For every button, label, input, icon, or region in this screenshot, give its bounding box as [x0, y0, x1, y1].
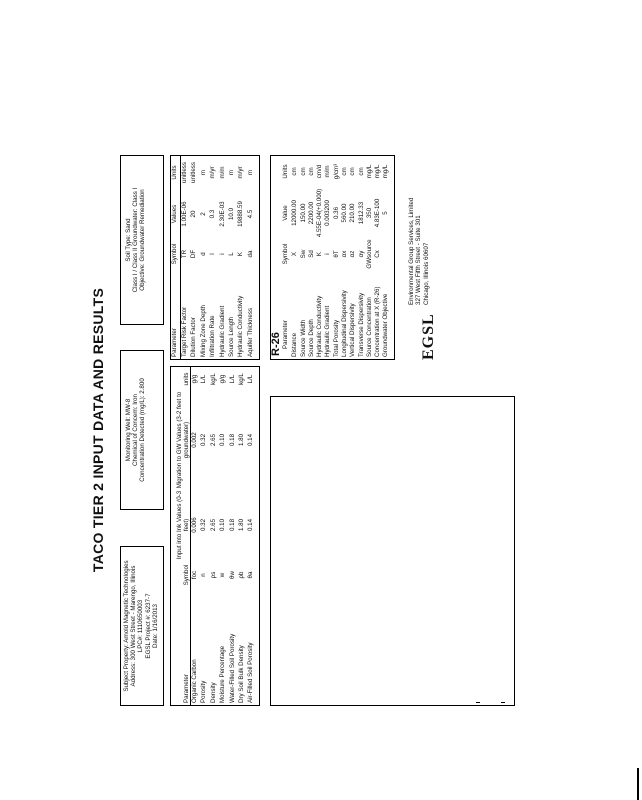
table-cell: cm [307, 167, 315, 176]
table-cell: kg/L [237, 373, 245, 385]
col-header: Symbol [182, 564, 190, 586]
table-cell: 0.32 [200, 433, 208, 447]
col-header: Symbol [282, 243, 290, 265]
table-cell: Dilution Factor [190, 317, 198, 357]
chart-tick [476, 702, 480, 703]
company-address [408, 198, 430, 305]
table-cell: Aquifer Thickness [246, 307, 254, 357]
page-edge-mark [637, 768, 639, 800]
table-cell: 560.00 [340, 203, 348, 223]
table-cell: I [209, 253, 217, 255]
table-cell: i [218, 253, 226, 255]
table-cell: 0.10 [219, 518, 227, 532]
table-cell: unitless [181, 162, 188, 183]
company-street: 327 West Fifth Street - Suite 301 [415, 215, 423, 305]
table-cell: Source Depth [307, 319, 315, 357]
property-line: LPC#: 1110650003 [137, 599, 145, 653]
table-cell: DF [190, 249, 198, 259]
table-cell: 0.003200 [324, 200, 332, 226]
table-cell: L/L [200, 374, 208, 384]
table-cell: g/g [191, 374, 198, 384]
table-cell: Hydraulic Gradient [324, 305, 332, 357]
table-cell: 0.14 [247, 433, 255, 447]
table-cell: Dry Soil Bulk Density [237, 645, 245, 703]
table-row [191, 367, 200, 705]
table-cell: 2.65 [209, 433, 217, 447]
table-cell: 2.30E-03 [218, 201, 226, 227]
table-row [247, 156, 256, 359]
col-header: Parameter [171, 328, 178, 357]
table-row [210, 367, 219, 705]
table-cell: cm [349, 167, 357, 176]
table-cell: i [324, 253, 332, 255]
table-cell: Source Length [227, 316, 235, 357]
well-line: Monitoring Well: MW-8 [125, 398, 132, 462]
table-cell: 0.002 [191, 432, 198, 448]
table-cell: 12000.00 [291, 200, 299, 226]
table-cell: αz [349, 250, 357, 258]
col-header: Symbol [171, 243, 178, 265]
well-line: Chemical of Concern: Iron [132, 394, 140, 466]
table-cell: 350 [365, 207, 373, 219]
table-cell: Moisture Percentage [219, 645, 227, 703]
table-row [291, 156, 299, 359]
table-row [238, 367, 247, 705]
r26-results-box [270, 155, 395, 360]
rotated-sheet [90, 150, 520, 710]
table-row [190, 156, 199, 359]
table-row [341, 156, 349, 359]
table-cell: θw [228, 571, 236, 579]
table-cell: m/yr [237, 166, 245, 179]
company-city: Chicago, Illinois 60607 [422, 242, 430, 305]
table-cell: θT [332, 250, 340, 258]
table-row [181, 156, 190, 359]
soil-line: Objective: Groundwater Remediation [139, 189, 147, 291]
table-row [300, 156, 308, 359]
table-cell: Distance [291, 332, 299, 357]
table-cell: 1812.33 [357, 201, 365, 225]
table-cell: m [246, 169, 254, 176]
col-header: Migration to GW Values (3-2 feet to groundwater) [175, 391, 190, 489]
table-row [324, 156, 332, 359]
col-header: Values [171, 204, 178, 224]
table-cell: 1.00E-06 [181, 201, 188, 227]
table-row [229, 367, 238, 705]
table-row [382, 156, 390, 359]
col-header: units [182, 372, 190, 386]
table-cell: cm [299, 167, 307, 176]
table-cell: 1.80 [237, 433, 245, 447]
table-row [333, 156, 341, 359]
table-cell: X [291, 251, 299, 257]
table-cell: 2.65 [209, 518, 217, 532]
col-header: Parameter [182, 674, 190, 703]
table-cell: g/cm³ [332, 163, 340, 180]
table-cell: 0.18 [228, 518, 236, 532]
table-cell: m/m [324, 165, 332, 178]
table-row [316, 156, 324, 359]
results-chart-area [270, 396, 515, 706]
table-cell: 0.10 [219, 433, 227, 447]
table-cell: 2 [199, 212, 207, 216]
table-cell: Porosity [200, 680, 208, 703]
table-cell: K [237, 251, 245, 257]
table-cell: Infiltration Rate [209, 315, 217, 357]
table-row [209, 156, 218, 359]
table-cell: cm [357, 167, 365, 176]
table-cell: 4.5 [246, 209, 254, 219]
property-line: Subject Property: Arnold Magnetic Technologies [123, 560, 130, 692]
r26-label: R-26 [270, 332, 282, 356]
table-cell: 0.36 [332, 206, 340, 220]
table-cell: 19888.59 [237, 201, 245, 227]
table-cell: αx [340, 250, 348, 258]
soil-parameter-table [170, 366, 260, 706]
table-row [308, 156, 316, 359]
col-header: Parameter [282, 320, 290, 349]
table-row [247, 367, 256, 705]
soil-info-box [120, 155, 164, 325]
chart-tick [501, 702, 505, 703]
table-cell: 4.55E-04(+0.000) [316, 188, 324, 238]
property-info-box [120, 546, 164, 706]
table-cell: Hydraulic Gradient [218, 305, 226, 357]
property-line: Address: 300 West Street - Marengo, Illinois [130, 565, 138, 687]
table-cell: Longitudinal Dispersivity [340, 290, 348, 357]
table-cell: 150.00 [299, 203, 307, 223]
table-cell: Hydraulic Conductivity [316, 295, 324, 357]
table-cell: 2200.00 [307, 201, 315, 225]
site-parameter-table [170, 155, 260, 360]
col-header: Value [282, 205, 290, 221]
table-cell: Transverse Dispersivity [357, 292, 365, 357]
company-name: Environmental Group Services, Limited [408, 197, 415, 305]
table-cell: 20 [190, 210, 198, 218]
table-cell: Hydraulic Conductivity [237, 295, 245, 357]
col-header: Input into Ink Values (0-3 feet) [175, 490, 190, 560]
table-cell: 0.006 [191, 517, 198, 533]
table-row [358, 156, 366, 359]
table-cell: m/m [218, 166, 226, 179]
table-cell: 0.18 [228, 433, 236, 447]
table-row [366, 156, 374, 359]
table-cell: Groundwater Objective [382, 293, 390, 357]
table-row [228, 156, 237, 359]
table-cell: 4.83E-100 [374, 198, 382, 228]
table-cell: Density [209, 682, 217, 703]
well-line: Concentration Detected (mg/L): 2.800 [139, 378, 147, 482]
well-info-box [120, 350, 164, 510]
property-line: Date: 1/16/2013 [151, 603, 159, 649]
table-cell: mg/L [382, 164, 390, 179]
table-cell: GWsource [365, 239, 373, 269]
table-cell: mg/L [365, 164, 373, 179]
table-cell: Target Risk Factor [181, 306, 188, 357]
table-row [349, 156, 357, 359]
egsl-logo: EGSL [420, 313, 437, 360]
table-header-row [171, 367, 191, 705]
table-cell: unitless [190, 162, 198, 183]
table-cell: Source Width [299, 319, 307, 357]
table-cell: foc [191, 570, 198, 580]
table-cell: θa [247, 571, 255, 579]
table-row [200, 156, 209, 359]
table-row [219, 156, 228, 359]
table-cell: g/g [219, 374, 227, 384]
table-row [200, 367, 209, 705]
table-cell: Vertical Dispersivity [349, 303, 357, 357]
table-cell: m [227, 169, 235, 176]
table-cell: Organic Carbon [191, 659, 198, 703]
table-cell: cm [340, 167, 348, 176]
table-cell: Cx [374, 250, 382, 258]
table-cell: mg/L [374, 164, 382, 179]
table-cell: cm [291, 167, 299, 176]
table-row [219, 367, 228, 705]
table-cell: Sd [307, 250, 315, 258]
table-cell: 10.0 [227, 207, 235, 221]
table-cell: L/L [247, 374, 255, 384]
table-cell: 210.00 [349, 203, 357, 223]
table-cell: 1.80 [237, 518, 245, 532]
table-cell: 0.14 [247, 518, 255, 532]
table-cell: αy [357, 250, 365, 258]
table-cell: Sw [299, 249, 307, 259]
col-header: Units [171, 165, 178, 180]
table-cell: 0.3 [209, 209, 217, 219]
table-cell: 5 [382, 211, 390, 215]
table-row [374, 156, 382, 359]
table-row [237, 156, 246, 359]
table-cell: Concentration at X (R-26) [374, 286, 382, 357]
table-cell: d [199, 252, 207, 256]
col-header: Units [282, 164, 290, 179]
table-cell: K [316, 251, 324, 257]
table-cell: Water-Filled Soil Porosity [228, 633, 236, 703]
table-cell: TR [181, 249, 188, 259]
table-cell: Air-Filled Soil Porosity [247, 642, 255, 703]
soil-line: Soil Type: Sand [125, 218, 132, 262]
property-line: EGSL Project #: 6237-7 [144, 593, 152, 659]
table-cell: cm/d [316, 164, 324, 179]
table-cell: ρb [237, 571, 245, 579]
table-cell: Source Concentration [365, 297, 373, 357]
table-cell: 0.32 [200, 518, 208, 532]
table-header-row [282, 156, 291, 359]
table-cell: L/L [228, 374, 236, 384]
soil-line: Class I / Class II Groundwater: Class I [132, 187, 140, 293]
table-cell: m/yr [209, 166, 217, 179]
page-title: TACO TIER 2 INPUT DATA AND RESULTS [90, 287, 106, 573]
table-header-row [171, 156, 181, 359]
table-cell: m [199, 169, 207, 176]
table-cell: n [200, 573, 208, 577]
table-cell [382, 239, 390, 269]
table-cell: L [227, 252, 235, 256]
table-cell: Mixing Zone Depth [199, 305, 207, 357]
table-cell: ρs [209, 571, 217, 579]
table-cell: kg/L [209, 373, 217, 385]
table-cell: Total Porosity [332, 319, 340, 357]
table-cell: da [246, 250, 254, 258]
table-cell: w [219, 572, 227, 578]
